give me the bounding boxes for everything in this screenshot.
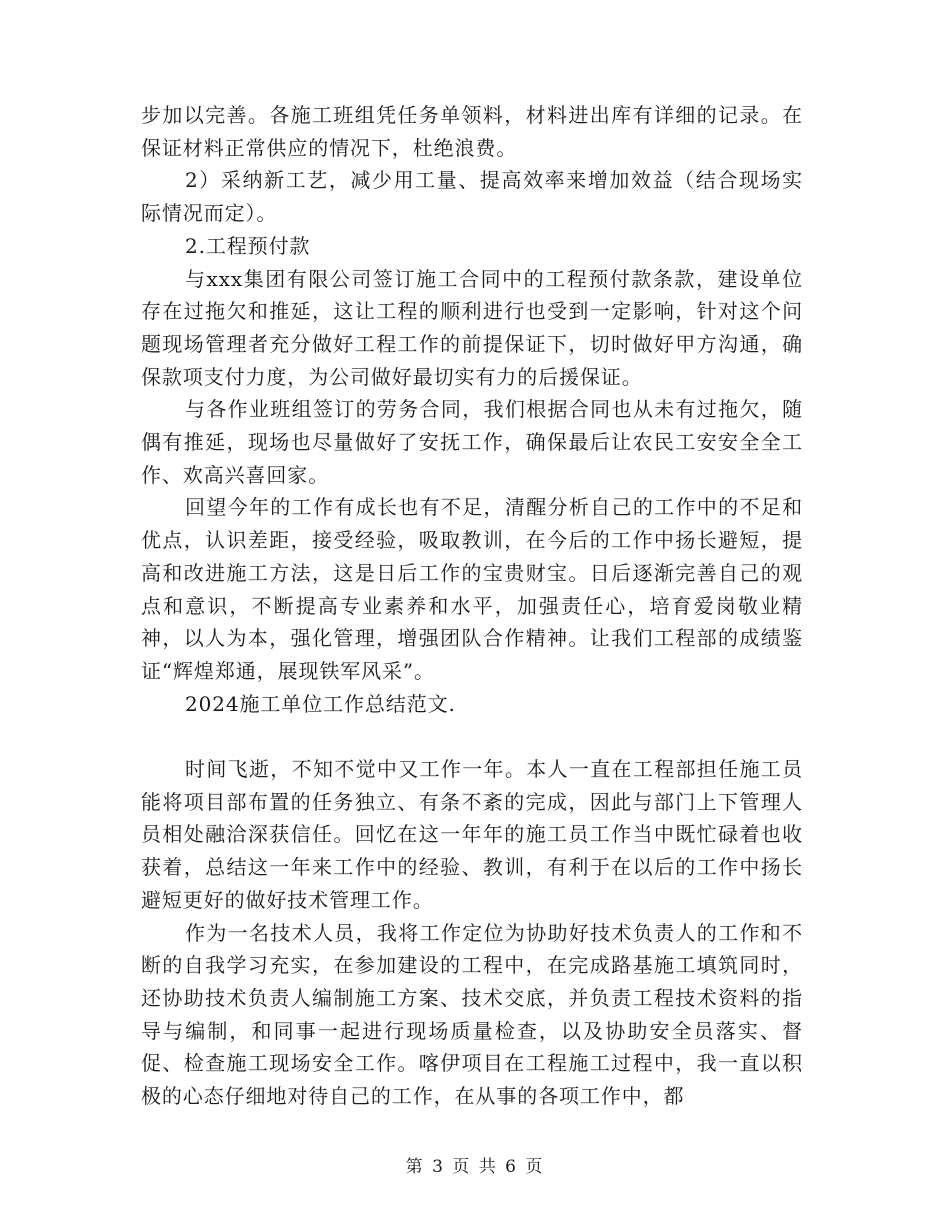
- section-heading-prepayment: 2.工程预付款: [185, 233, 311, 258]
- page-number-footer: 第 3 页 共 6 页: [405, 1157, 545, 1177]
- paragraph-8: 时间飞逝，不知不觉中又工作一年。本人一直在工程部担任施工员能将项目部布置的任务独立、有条不紊的完成，因此与部门上下管理人员相处融洽深获信任。回忆在这一年年的施工员工作当中既忙碌着也收获着，总结这一年来工作中的经验、教训，有利于在以后的工作中扬长避短更好的做好技术管理工作。: [141, 757, 803, 912]
- paragraph-1: 步加以完善。各施工班组凭任务单领料，材料进出库有详细的记录。在保证材料正常供应的情况下，杜绝浪费。: [141, 103, 803, 160]
- paragraph-2: 2）采纳新工艺，减少用工量、提高效率来增加效益（结合现场实际情况而定）。: [141, 168, 803, 226]
- article-title: 2024施工单位工作总结范文.: [185, 691, 456, 716]
- paragraph-9: 作为一名技术人员，我将工作定位为协助好技术负责人的工作和不断的自我学习充实，在参加建设的工程中，在完成路基施工填筑同时，还协助技术负责人编制施工方案、技术交底，并负责工程技术资料的指导与编制，和同事一起进行现场质量检查，以及协助安全员落实、督促、检查施工现场安全工作。喀伊项目在工程施工过程中，我一直以积极的心态仔细地对待自己的工作，在从事的各项工作中，都: [141, 920, 803, 1109]
- paragraph-4: 与xxx集团有限公司签订施工合同中的工程预付款条款，建设单位存在过拖欠和推延，这让工程的顺利进行也受到一定影响，针对这个问题现场管理者充分做好工程工作的前提保证下，切时做好甲方沟通，确保款项支付力度，为公司做好最切实有力的后援保证。: [141, 266, 803, 389]
- document-body: [141, 99, 803, 1113]
- paragraph-6: 回望今年的工作有成长也有不足，清醒分析自己的工作中的不足和优点，认识差距，接受经验，吸取教训，在今后的工作中扬长避短，提高和改进施工方法，这是日后工作的宝贵财宝。日后逐渐完善自己的观点和意识，不断提高专业素养和水平，加强责任心，培育爱岗敬业精神，以人为本，强化管理，增强团队合作精神。让我们工程部的成绩鉴证“辉煌郑通，展现铁军风采”。: [141, 495, 803, 683]
- paragraph-5: 与各作业班组签订的劳务合同，我们根据合同也从未有过拖欠，随偶有推延，现场也尽量做好了安抚工作，确保最后让农民工安安全全工作、欢高兴喜回家。: [141, 397, 803, 487]
